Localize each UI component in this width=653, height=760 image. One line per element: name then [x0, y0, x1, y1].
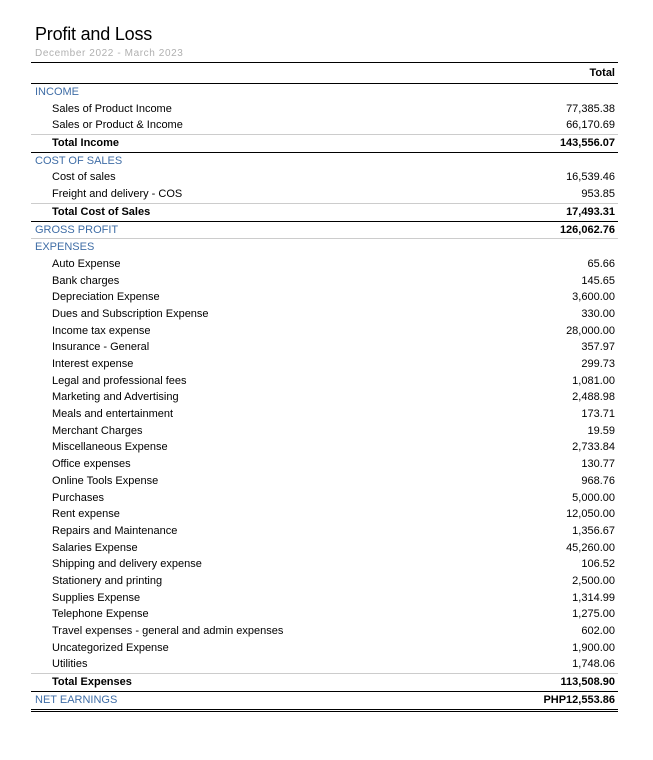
table-row: [31, 339, 618, 356]
account-amount: 2,500.00: [572, 574, 615, 587]
report-title: Profit and Loss: [35, 24, 153, 44]
account-amount: 1,081.00: [572, 374, 615, 387]
total-income-row: [31, 134, 618, 153]
table-row: [31, 169, 618, 186]
section-heading-label: EXPENSES: [35, 241, 95, 254]
account-label: Cost of sales: [52, 171, 116, 184]
account-amount: 12,050.00: [566, 508, 615, 521]
table-row: [31, 456, 618, 473]
table-row: [31, 406, 618, 423]
account-amount: 173.71: [581, 408, 615, 421]
table-row: [31, 117, 618, 134]
column-header-total: Total: [31, 63, 618, 84]
section-heading-cost-of-sales: [31, 153, 618, 170]
total-income-label: Total Income: [52, 137, 120, 150]
account-amount: 45,260.00: [566, 541, 615, 554]
account-amount: 602.00: [581, 625, 615, 637]
account-label: Travel expenses - general and admin expenses: [52, 625, 284, 637]
account-label: Sales of Product Income: [52, 102, 172, 115]
table-row: [31, 389, 618, 406]
account-amount: 28,000.00: [566, 324, 615, 337]
account-label: Stationery and printing: [52, 574, 163, 587]
account-amount: 106.52: [581, 558, 615, 571]
table-row: [31, 186, 618, 203]
total-income-amount: 143,556.07: [559, 137, 615, 150]
account-amount: 65.66: [587, 257, 615, 270]
table-row: [31, 256, 618, 273]
account-label: Utilities: [52, 658, 88, 671]
account-amount: 357.97: [581, 341, 615, 354]
account-label: Miscellaneous Expense: [52, 441, 168, 454]
account-label: Uncategorized Expense: [52, 641, 169, 654]
account-amount: 77,385.38: [566, 102, 615, 115]
account-label: Purchases: [52, 491, 104, 504]
table-row: [31, 423, 618, 440]
table-row: [31, 356, 618, 373]
account-label: Freight and delivery - COS: [52, 188, 183, 201]
total-cost-of-sales-row: [31, 203, 618, 222]
account-label: Meals and entertainment: [52, 408, 174, 421]
account-label: Auto Expense: [52, 257, 121, 270]
table-row: [31, 640, 618, 657]
table-row: [31, 473, 618, 490]
account-amount: 1,900.00: [572, 641, 615, 654]
account-label: Supplies Expense: [52, 591, 141, 604]
section-heading-income: [31, 84, 618, 101]
gross-profit-label: GROSS PROFIT: [35, 223, 119, 236]
table-row: [31, 273, 618, 290]
account-label: Depreciation Expense: [52, 291, 160, 304]
account-label: Insurance - General: [52, 341, 150, 354]
table-row: [31, 606, 618, 623]
table-row: [31, 101, 618, 118]
account-amount: 16,539.46: [566, 171, 615, 184]
account-label: Online Tools Expense: [52, 474, 159, 487]
account-amount: 953.85: [581, 188, 615, 201]
report-period: December 2022 - March 2023: [35, 48, 184, 59]
account-label: Office expenses: [52, 458, 131, 471]
table-row: [31, 439, 618, 456]
account-amount: 130.77: [581, 458, 615, 471]
table-row: [31, 523, 618, 540]
table-row: [31, 590, 618, 607]
account-label: Salaries Expense: [52, 541, 138, 554]
cost-of-sales-rows: [31, 169, 618, 202]
income-rows: [31, 101, 618, 134]
account-amount: 2,733.84: [572, 441, 615, 454]
account-amount: 66,170.69: [566, 119, 615, 132]
total-cost-of-sales-amount: 17,493.31: [566, 205, 615, 218]
table-row: [31, 490, 618, 507]
table-row: [31, 289, 618, 306]
account-label: Telephone Expense: [52, 608, 149, 621]
net-earnings-row: [31, 692, 618, 712]
table-row: [31, 623, 618, 640]
table-row: [31, 540, 618, 557]
table-row: [31, 306, 618, 323]
net-earnings-amount: PHP12,553.86: [543, 693, 615, 706]
account-label: Repairs and Maintenance: [52, 524, 178, 537]
account-amount: 968.76: [581, 474, 615, 487]
expense-rows: [31, 256, 618, 673]
account-amount: 330.00: [581, 307, 615, 320]
total-expenses-row: [31, 673, 618, 692]
account-label: Legal and professional fees: [52, 374, 187, 387]
account-label: Marketing and Advertising: [52, 391, 179, 404]
account-amount: 1,275.00: [572, 608, 615, 621]
gross-profit-row: [31, 222, 618, 240]
section-heading-label: COST OF SALES: [35, 154, 123, 167]
account-amount: 3,600.00: [572, 291, 615, 304]
account-label: Rent expense: [52, 508, 120, 521]
account-amount: 1,748.06: [572, 658, 615, 671]
table-row: [31, 373, 618, 390]
account-label: Merchant Charges: [52, 424, 143, 437]
net-earnings-label: NET EARNINGS: [35, 693, 118, 706]
account-amount: 1,314.99: [572, 591, 615, 604]
account-label: Shipping and delivery expense: [52, 558, 202, 571]
total-expenses-amount: 113,508.90: [560, 676, 615, 689]
total-cost-of-sales-label: Total Cost of Sales: [52, 205, 151, 218]
account-amount: 19.59: [587, 424, 615, 437]
account-amount: 5,000.00: [572, 491, 615, 504]
account-label: Dues and Subscription Expense: [52, 307, 209, 320]
account-amount: 145.65: [581, 274, 615, 287]
gross-profit-amount: 126,062.76: [559, 223, 615, 236]
account-amount: 299.73: [581, 358, 615, 370]
account-label: Bank charges: [52, 274, 120, 287]
table-row: [31, 506, 618, 523]
account-amount: 2,488.98: [572, 391, 615, 404]
account-amount: 1,356.67: [572, 524, 615, 537]
table-row: [31, 323, 618, 340]
total-expenses-label: Total Expenses: [52, 676, 132, 689]
section-heading-expenses: [31, 239, 618, 256]
account-label: Income tax expense: [52, 324, 151, 337]
table-row: [31, 656, 618, 673]
table-row: [31, 556, 618, 573]
section-heading-label: INCOME: [35, 86, 79, 98]
account-label: Interest expense: [52, 358, 134, 370]
table-row: [31, 573, 618, 590]
account-label: Sales or Product & Income: [52, 119, 183, 132]
